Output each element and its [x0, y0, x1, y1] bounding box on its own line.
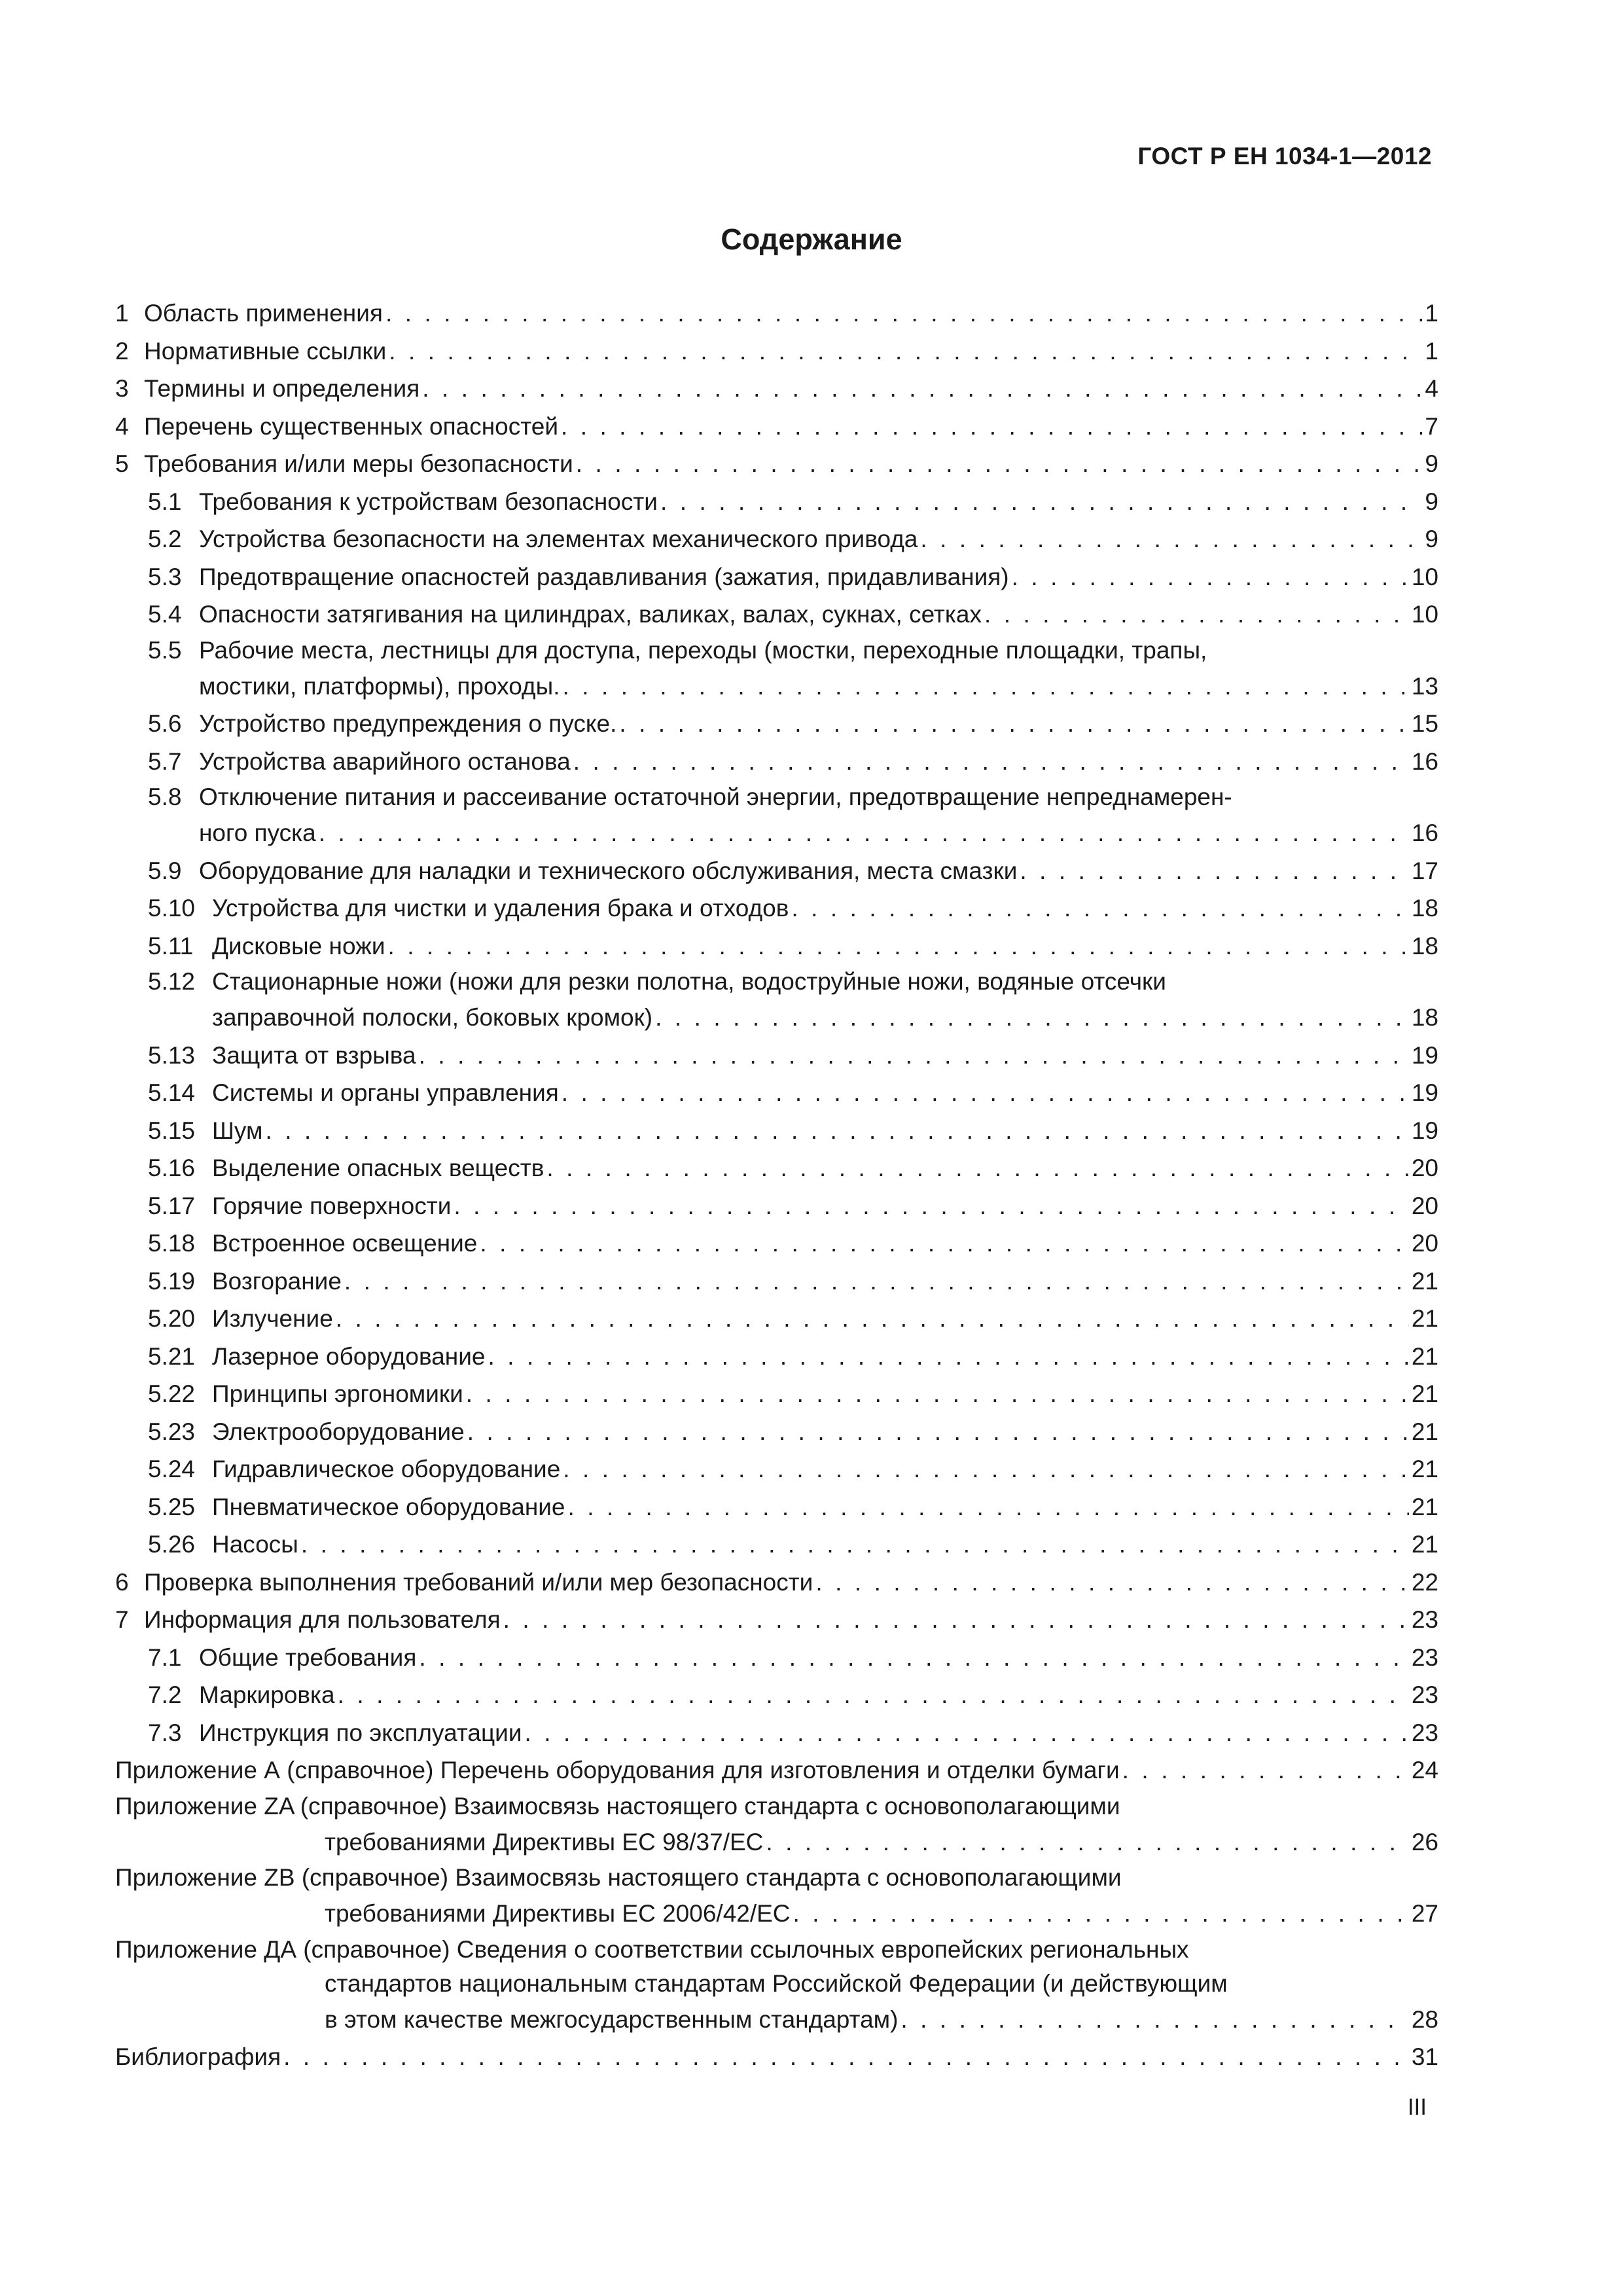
toc-dot-leader: [619, 705, 1408, 743]
toc-entry[interactable]: [115, 965, 1438, 1037]
toc-entry-title: Отключение питания и рассеивание остаточной энергии, предотвращение непреднамерен-: [199, 783, 1232, 810]
toc-entry-number: 5.16: [148, 1155, 196, 1181]
toc-entry[interactable]: [115, 483, 1438, 521]
toc-dot-leader: [576, 445, 1423, 483]
toc-dot-leader: [766, 1823, 1408, 1861]
toc-entry-title: Насосы: [212, 1531, 298, 1558]
toc-entry-page: 21: [1411, 1418, 1438, 1445]
toc-dot-leader: [791, 889, 1408, 927]
toc-entry[interactable]: [115, 634, 1438, 706]
toc-dot-leader: [419, 1639, 1408, 1677]
toc-entry[interactable]: [115, 1789, 1438, 1861]
toc-entry-number: 5.18: [148, 1230, 196, 1257]
toc-entry-number: 6: [115, 1568, 129, 1596]
toc-entry-page: 23: [1411, 1719, 1438, 1746]
toc-entry-title: Излучение: [212, 1305, 333, 1332]
toc-entry[interactable]: [115, 1074, 1438, 1112]
toc-entry-title: Устройства аварийного останова: [199, 747, 571, 775]
toc-entry-page: 1: [1425, 300, 1438, 327]
toc-dot-leader: [480, 1225, 1409, 1263]
toc-entry-number: 5.15: [148, 1117, 196, 1144]
toc-dot-leader: [524, 1714, 1408, 1752]
toc-entry[interactable]: [115, 1338, 1438, 1376]
table-of-contents: [115, 295, 1438, 2076]
toc-entry[interactable]: [115, 1488, 1438, 1526]
toc-dot-leader: [568, 1488, 1409, 1526]
toc-entry-title: Встроенное освещение: [212, 1230, 478, 1257]
toc-entry-title: Шум: [212, 1117, 263, 1144]
toc-entry[interactable]: [115, 1861, 1438, 1933]
toc-entry[interactable]: [115, 1263, 1438, 1300]
toc-entry-page: 27: [1411, 1900, 1438, 1927]
toc-dot-leader: [488, 1338, 1408, 1376]
toc-entry-page: 18: [1411, 895, 1438, 922]
toc-entry-title: Горячие поверхности: [212, 1192, 452, 1219]
toc-entry-title: Предотвращение опасностей раздавливания (зажатия, придавливания): [199, 563, 1009, 590]
toc-entry-number: 5.7: [148, 747, 182, 775]
toc-entry-title: Проверка выполнения требований и/или мер безопасности: [144, 1568, 813, 1596]
toc-entry-title: Принципы эргономики: [212, 1380, 463, 1407]
toc-entry-number: 1: [115, 300, 129, 327]
toc-entry-title: Рабочие места, лестницы для доступа, переходы (мостки, переходные площадки, трапы,: [199, 636, 1207, 664]
toc-dot-leader: [1122, 1751, 1409, 1789]
toc-entry-title: мостики, платформы), проходы.: [199, 672, 560, 700]
toc-dot-leader: [283, 2038, 1409, 2076]
toc-entry-title: Защита от взрыва: [212, 1041, 416, 1069]
toc-entry-number: 7.2: [148, 1681, 182, 1708]
toc-dot-leader: [388, 927, 1409, 965]
toc-entry-page: 21: [1411, 1531, 1438, 1558]
toc-dot-leader: [338, 1676, 1409, 1714]
toc-entry-title: Опасности затягивания на цилиндрах, валиках, валах, сукнах, сетках: [199, 601, 982, 628]
toc-entry[interactable]: [115, 852, 1438, 890]
toc-dot-leader: [1012, 558, 1409, 596]
toc-entry-page: 24: [1411, 1757, 1438, 1784]
toc-entry-title: Общие требования: [199, 1643, 417, 1671]
toc-entry-title: Возгорание: [212, 1267, 342, 1295]
toc-dot-leader: [454, 1187, 1408, 1225]
toc-entry-page: 16: [1411, 819, 1438, 846]
toc-entry-number: 5.19: [148, 1267, 196, 1295]
toc-entry-page: 19: [1411, 1117, 1438, 1144]
toc-entry-title: Библиография: [115, 2043, 281, 2070]
toc-entry-page: 20: [1411, 1192, 1438, 1219]
toc-entry-title: Перечень существенных опасностей: [144, 412, 559, 440]
toc-entry-number: 5.2: [148, 526, 182, 552]
toc-entry-page: 16: [1411, 747, 1438, 775]
toc-entry-number: 5.23: [148, 1418, 196, 1445]
toc-dot-leader: [660, 483, 1422, 521]
toc-entry[interactable]: [115, 520, 1438, 558]
toc-entry-title: Приложение ZA (справочное) Взаимосвязь настоящего стандарта с основополагающими: [115, 1792, 1120, 1820]
toc-entry-title: ного пуска: [199, 819, 316, 846]
toc-entry-page: 4: [1425, 375, 1438, 402]
toc-dot-leader: [562, 1074, 1409, 1112]
toc-entry-title: Оборудование для наладки и технического обслуживания, места смазки: [199, 857, 1018, 884]
toc-entry[interactable]: [115, 596, 1438, 634]
toc-entry-title: Устройства безопасности на элементах механического привода: [199, 526, 918, 552]
toc-entry-title: Маркировка: [199, 1681, 335, 1708]
toc-entry-number: 7.3: [148, 1719, 182, 1746]
toc-entry-page: 21: [1411, 1456, 1438, 1482]
toc-dot-leader: [561, 408, 1422, 446]
toc-dot-leader: [344, 1263, 1409, 1300]
toc-dot-leader: [563, 1450, 1409, 1488]
toc-entry-title: в этом качестве межгосударственным стандартам): [325, 2005, 899, 2033]
toc-entry[interactable]: [115, 1933, 1438, 2039]
toc-entry-number: 5.25: [148, 1493, 196, 1520]
toc-entry-number: 5.14: [148, 1079, 196, 1106]
toc-entry-number: 5.9: [148, 857, 182, 884]
toc-entry-page: 9: [1425, 488, 1438, 515]
toc-entry-title: Приложение ДА (справочное) Сведения о соответствии ссылочных европейских региональных: [115, 1935, 1189, 1963]
toc-entry-title: стандартов национальным стандартам Российской Федерации (и действующим: [325, 1969, 1228, 1997]
toc-entry-number: 5.11: [148, 932, 194, 960]
toc-entry[interactable]: [115, 1037, 1438, 1075]
toc-entry-page: 31: [1411, 2043, 1438, 2070]
toc-entry-title: Информация для пользователя: [144, 1606, 501, 1633]
toc-entry-title: Приложение ZB (справочное) Взаимосвязь настоящего стандарта с основополагающими: [115, 1864, 1122, 1891]
toc-entry[interactable]: [115, 1714, 1438, 1752]
toc-entry-page: 17: [1411, 857, 1438, 884]
toc-entry[interactable]: [115, 2038, 1438, 2076]
toc-entry-title: Дисковые ножи: [212, 932, 385, 960]
toc-entry-page: 23: [1411, 1606, 1438, 1633]
toc-entry-number: 5.13: [148, 1041, 196, 1069]
toc-entry-page: 23: [1411, 1643, 1438, 1671]
toc-entry[interactable]: [115, 445, 1438, 483]
toc-entry-title: Гидравлическое оборудование: [212, 1456, 561, 1482]
toc-entry-number: 5.22: [148, 1380, 196, 1407]
toc-entry-title: Пневматическое оборудование: [212, 1493, 565, 1520]
toc-entry-page: 28: [1411, 2005, 1438, 2033]
toc-dot-leader: [467, 1413, 1409, 1451]
toc-entry-title: требованиями Директивы ЕС 2006/42/ЕС: [325, 1900, 791, 1927]
toc-entry[interactable]: [115, 1187, 1438, 1225]
page-number: III: [1407, 2094, 1427, 2120]
toc-entry-number: 7.1: [148, 1643, 182, 1671]
toc-entry[interactable]: [115, 927, 1438, 965]
toc-dot-leader: [562, 668, 1408, 706]
toc-entry[interactable]: [115, 408, 1438, 446]
toc-entry-title: Нормативные ссылки: [144, 337, 387, 365]
toc-dot-leader: [655, 999, 1409, 1037]
toc-dot-leader: [901, 2001, 1408, 2039]
toc-entry-page: 10: [1411, 601, 1438, 628]
toc-entry[interactable]: [115, 332, 1438, 370]
toc-entry-page: 18: [1411, 932, 1438, 960]
toc-entry-page: 10: [1411, 563, 1438, 590]
toc-dot-leader: [389, 332, 1422, 370]
toc-entry-page: 26: [1411, 1828, 1438, 1856]
toc-entry[interactable]: [115, 1375, 1438, 1413]
toc-entry-page: 18: [1411, 1004, 1438, 1031]
toc-entry[interactable]: [115, 743, 1438, 781]
toc-entry-number: 3: [115, 375, 129, 402]
toc-entry-title: Устройство предупреждения о пуске.: [199, 710, 617, 737]
toc-entry[interactable]: [115, 1149, 1438, 1187]
toc-entry[interactable]: [115, 1112, 1438, 1150]
toc-entry-number: 5.26: [148, 1531, 196, 1558]
toc-entry-page: 21: [1411, 1305, 1438, 1332]
toc-entry[interactable]: [115, 1751, 1438, 1789]
toc-entry-title: Выделение опасных веществ: [212, 1155, 544, 1181]
toc-entry[interactable]: [115, 780, 1438, 852]
toc-dot-leader: [336, 1300, 1409, 1338]
toc-entry[interactable]: [115, 1450, 1438, 1488]
toc-entry-title: Устройства для чистки и удаления брака и отходов: [212, 895, 789, 922]
toc-entry[interactable]: [115, 705, 1438, 743]
toc-dot-leader: [466, 1375, 1409, 1413]
toc-entry-title: Приложение А (справочное) Перечень оборудования для изготовления и отделки бумаги: [115, 1757, 1120, 1784]
toc-entry[interactable]: [115, 1225, 1438, 1263]
toc-dot-leader: [920, 520, 1422, 558]
document-header: ГОСТ Р ЕН 1034-1—2012: [1137, 143, 1432, 170]
toc-entry-number: 5.20: [148, 1305, 196, 1332]
toc-entry[interactable]: [115, 1413, 1438, 1451]
toc-entry-number: 5.21: [148, 1342, 196, 1370]
toc-entry-title: Требования и/или меры безопасности: [144, 450, 573, 477]
toc-entry-page: 21: [1411, 1493, 1438, 1520]
toc-entry-title: Область применения: [144, 300, 383, 327]
toc-entry-number: 5: [115, 450, 129, 477]
toc-dot-leader: [793, 1895, 1409, 1933]
toc-entry-page: 7: [1425, 412, 1438, 440]
toc-entry-page: 9: [1425, 526, 1438, 552]
toc-entry-number: 4: [115, 412, 129, 440]
toc-entry-title: требованиями Директивы ЕС 98/37/ЕС: [325, 1828, 764, 1856]
toc-dot-leader: [573, 743, 1409, 781]
toc-dot-leader: [385, 295, 1422, 332]
toc-entry-title: Системы и органы управления: [212, 1079, 559, 1106]
toc-dot-leader: [503, 1601, 1409, 1639]
toc-dot-leader: [301, 1526, 1409, 1564]
toc-entry-number: 5.4: [148, 601, 182, 628]
toc-entry-page: 13: [1411, 672, 1438, 700]
toc-entry[interactable]: [115, 295, 1438, 332]
toc-dot-leader: [319, 814, 1409, 852]
toc-entry-page: 15: [1411, 710, 1438, 737]
toc-entry-page: 22: [1411, 1568, 1438, 1596]
toc-dot-leader: [1020, 852, 1408, 890]
toc-entry-page: 9: [1425, 450, 1438, 477]
toc-entry-page: 1: [1425, 337, 1438, 365]
toc-entry[interactable]: [115, 1300, 1438, 1338]
toc-dot-leader: [419, 1037, 1409, 1075]
toc-entry[interactable]: [115, 558, 1438, 596]
toc-dot-leader: [815, 1564, 1409, 1602]
toc-entry-number: 5.6: [148, 710, 182, 737]
toc-entry-page: 20: [1411, 1155, 1438, 1181]
toc-entry-title: заправочной полоски, боковых кромок): [212, 1004, 653, 1031]
toc-entry-page: 21: [1411, 1380, 1438, 1407]
toc-entry[interactable]: [115, 1601, 1438, 1639]
toc-entry[interactable]: [115, 1676, 1438, 1714]
toc-dot-leader: [265, 1112, 1408, 1150]
page-title: Содержание: [721, 223, 902, 256]
toc-entry-number: 2: [115, 337, 129, 365]
toc-entry-title: Стационарные ножи (ножи для резки полотна, водоструйные ножи, водяные отсечки: [212, 968, 1166, 995]
toc-entry[interactable]: [115, 1526, 1438, 1564]
toc-dot-leader: [422, 370, 1422, 408]
toc-entry-page: 20: [1411, 1230, 1438, 1257]
toc-entry-title: Инструкция по эксплуатации: [199, 1719, 522, 1746]
toc-entry-number: 5.8: [148, 783, 182, 810]
toc-entry-page: 19: [1411, 1079, 1438, 1106]
toc-entry-number: 5.12: [148, 968, 196, 995]
toc-entry-number: 5.24: [148, 1456, 196, 1482]
toc-entry-number: 5.5: [148, 636, 182, 664]
toc-entry[interactable]: [115, 889, 1438, 927]
toc-entry-number: 5.10: [148, 895, 196, 922]
toc-entry-number: 7: [115, 1606, 129, 1633]
toc-entry-page: 21: [1411, 1342, 1438, 1370]
toc-entry-page: 23: [1411, 1681, 1438, 1708]
toc-entry-title: Электрооборудование: [212, 1418, 465, 1445]
toc-entry-number: 5.17: [148, 1192, 196, 1219]
toc-entry[interactable]: [115, 370, 1438, 408]
toc-entry-page: 21: [1411, 1267, 1438, 1295]
toc-entry[interactable]: [115, 1564, 1438, 1602]
toc-entry-title: Лазерное оборудование: [212, 1342, 486, 1370]
toc-entry[interactable]: [115, 1639, 1438, 1677]
toc-entry-title: Требования к устройствам безопасности: [199, 488, 658, 515]
toc-entry-title: Термины и определения: [144, 375, 420, 402]
toc-entry-number: 5.3: [148, 563, 182, 590]
toc-entry-number: 5.1: [148, 488, 182, 515]
toc-dot-leader: [984, 596, 1409, 634]
toc-dot-leader: [546, 1149, 1408, 1187]
toc-entry-page: 19: [1411, 1041, 1438, 1069]
